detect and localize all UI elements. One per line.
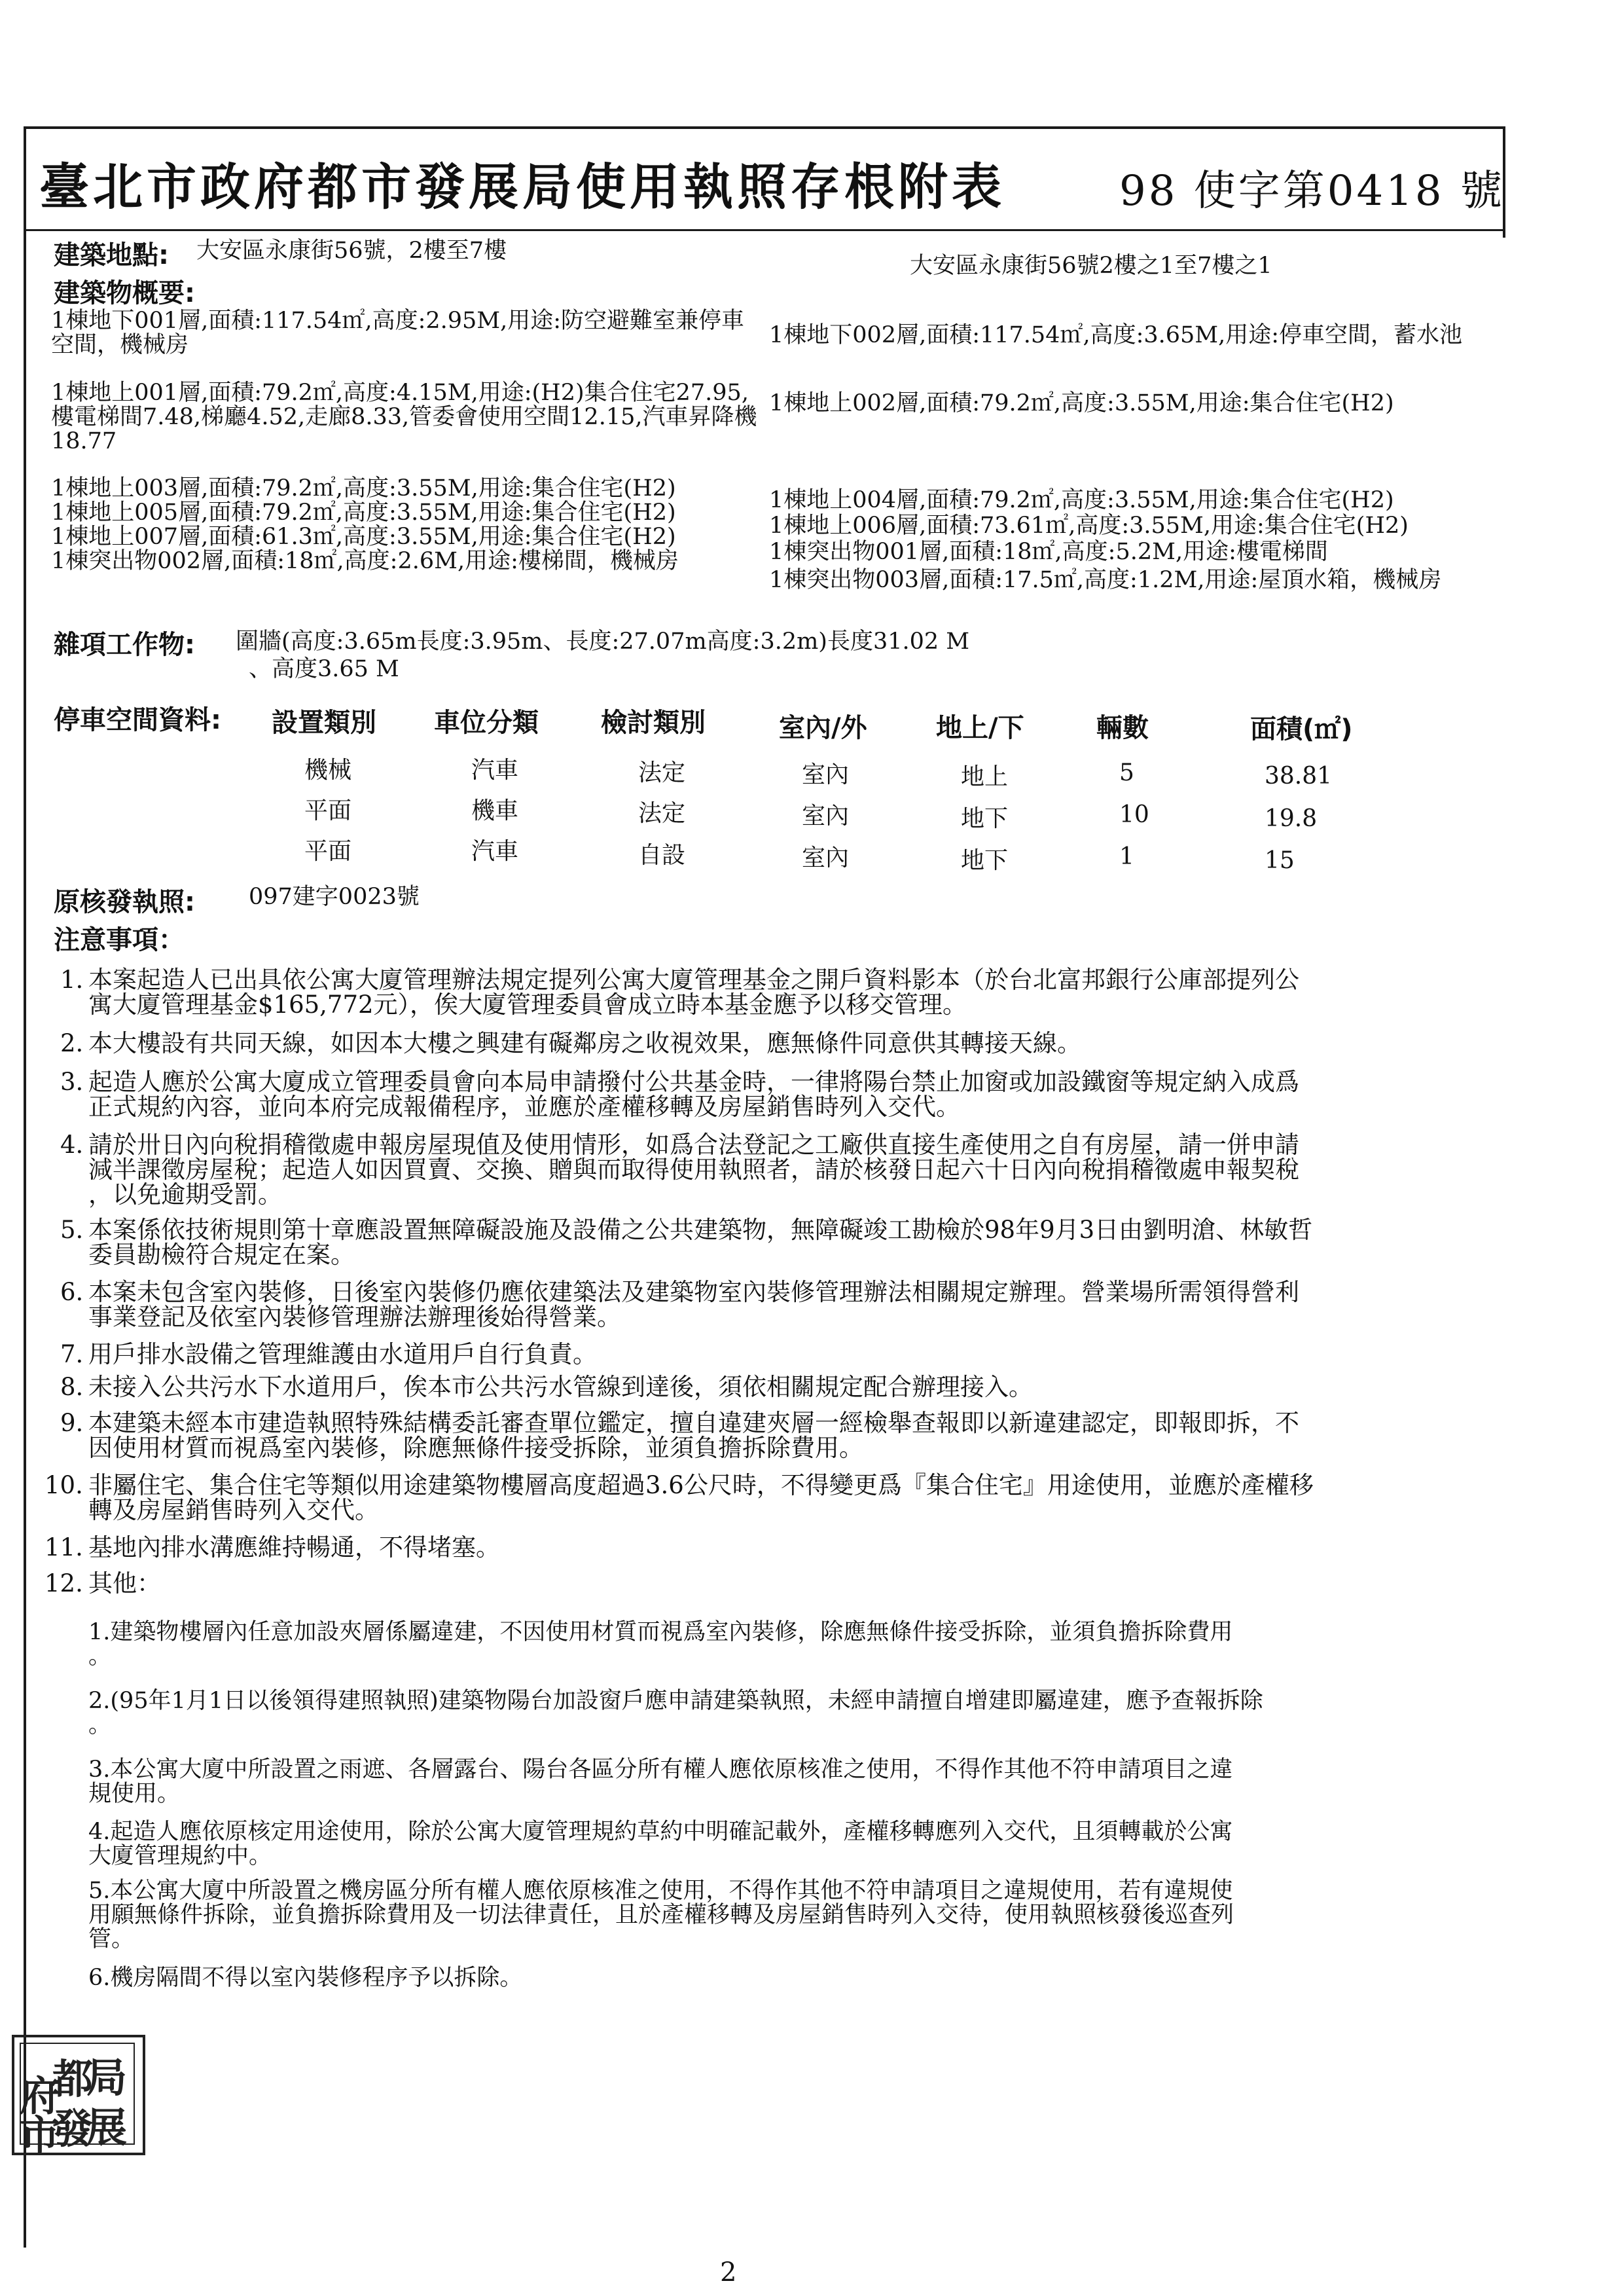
- other-note-line: 規使用。: [88, 1781, 181, 1807]
- document-title: 臺北市政府都市發展局使用執照存根附表: [39, 158, 1005, 216]
- parking-cell: 10: [1119, 801, 1149, 828]
- overview-left-2: 1棟地上001層,面積:79.2㎡,高度:4.15M,用途:(H2)集合住宅27.95,樓電梯間7.48,梯廳4.52,走廊8.33,管委會使用空間12.15,汽車昇降機18.77: [51, 380, 757, 454]
- overview-left-3: 1棟地上003層,面積:79.2㎡,高度:3.55M,用途:集合住宅(H2): [51, 475, 676, 501]
- parking-header-count: 輛數: [1096, 713, 1149, 743]
- parking-cell: 地上: [961, 763, 1009, 790]
- overview-right-3: 1棟地上004層,面積:79.2㎡,高度:3.55M,用途:集合住宅(H2): [769, 487, 1394, 513]
- parking-cell: 法定: [638, 759, 686, 786]
- note-number: 5.: [60, 1216, 84, 1244]
- note-line: 非屬住宅、集合住宅等類似用途建築物樓層高度超過3.6公尺時，不得變更爲『集合住宅』用途使用，並應於產權移: [88, 1471, 1314, 1499]
- parking-cell: 19.8: [1265, 805, 1318, 832]
- site-address-2: 大安區永康街56號2樓之1至7樓之1: [910, 253, 1272, 279]
- parking-header-class: 車位分類: [434, 708, 539, 738]
- seal-char: 展: [86, 2104, 128, 2151]
- note-number: 1.: [60, 966, 84, 994]
- overview-left-6: 1棟突出物002層,面積:18㎡,高度:2.6M,用途:樓梯間，機械房: [51, 548, 679, 574]
- original-license-label: 原核發執照:: [54, 887, 195, 917]
- other-note-line: 2.(95年1月1日以後領得建照執照)建築物陽台加設窗戶應申請建築執照，未經申請擅自增建即屬違建，應予查報拆除: [88, 1688, 1263, 1714]
- site-address-1: 大安區永康街56號，2樓至7樓: [196, 238, 507, 264]
- original-license-value: 097建字0023號: [249, 884, 420, 910]
- note-line: 寓大廈管理基金$165,772元），俟大廈管理委員會成立時本基金應予以移交管理。: [88, 991, 967, 1019]
- seal-char: 府: [20, 2072, 61, 2120]
- note-line: 其他：: [88, 1569, 161, 1597]
- overview-right-5: 1棟突出物001層,面積:18㎡,高度:5.2M,用途:樓電梯間: [769, 539, 1328, 565]
- other-note-line: 3.本公寓大廈中所設置之雨遮、各層露台、陽台各區分所有權人應依原核准之使用，不得作其他不符申請項目之違: [88, 1757, 1233, 1783]
- seal-char: 發: [52, 2105, 94, 2153]
- note-line: 未接入公共污水下水道用戶，俟本市公共污水管線到達後，須依相關規定配合辦理接入。: [88, 1373, 1033, 1401]
- parking-cell: 5: [1119, 759, 1134, 786]
- parking-cell: 室內: [802, 761, 850, 788]
- misc-text-1: 圍牆(高度:3.65m長度:3.95m、長度:27.07m高度:3.2m)長度31.02 M: [236, 629, 970, 655]
- overview-right-6: 1棟突出物003層,面積:17.5㎡,高度:1.2M,用途:屋頂水箱，機械房: [769, 567, 1442, 593]
- parking-cell: 1: [1119, 843, 1134, 870]
- note-line: 本案起造人已出具依公寓大廈管理辦法規定提列公寓大廈管理基金之開戶資料影本（於台北富邦銀行公庫部提列公: [88, 966, 1299, 994]
- parking-cell: 汽車: [471, 757, 519, 784]
- parking-header-type: 設置類別: [272, 708, 376, 738]
- note-number: 3.: [60, 1068, 84, 1096]
- official-seal-stamp: [12, 2035, 145, 2159]
- note-number: 6.: [60, 1278, 84, 1306]
- seal-char: 市: [20, 2111, 61, 2159]
- parking-cell: 地下: [961, 805, 1009, 832]
- note-line: 本大樓設有共同天線，如因本大樓之興建有礙鄰房之收視效果，應無條件同意供其轉接天線。: [88, 1029, 1081, 1057]
- site-label: 建築地點:: [54, 240, 169, 270]
- parking-cell: 室內: [802, 803, 850, 829]
- seal-char: 都: [52, 2055, 94, 2103]
- note-line: 轉及房屋銷售時列入交代。: [88, 1496, 379, 1524]
- overview-left-4: 1棟地上005層,面積:79.2㎡,高度:3.55M,用途:集合住宅(H2): [51, 500, 676, 526]
- note-line: 請於卅日內向稅捐稽徵處申報房屋現值及使用情形，如爲合法登記之工廠供直接生產使用之自有房屋，請一併申請: [88, 1131, 1299, 1159]
- other-note-line: 大廈管理規約中。: [88, 1843, 272, 1869]
- parking-header-level: 地上/下: [936, 713, 1024, 743]
- note-line: 本案係依技術規則第十章應設置無障礙設施及設備之公共建築物，無障礙竣工勘檢於98年9月3日由劉明滄、林敏哲: [88, 1216, 1313, 1244]
- parking-cell: 法定: [638, 800, 686, 827]
- parking-cell: 平面: [304, 838, 352, 865]
- parking-cell: 汽車: [471, 838, 519, 865]
- other-note-line: 。: [88, 1712, 112, 1738]
- other-note-line: 6.機房隔間不得以室內裝修程序予以拆除。: [88, 1965, 523, 1991]
- misc-text-2: 、高度3.65 M: [249, 656, 399, 682]
- overview-label: 建築物概要:: [54, 278, 195, 308]
- note-number: 12.: [45, 1569, 83, 1597]
- other-note-line: 5.本公寓大廈中所設置之機房區分所有權人應依原核准之使用，不得作其他不符申請項目之違規使用，若有違規使: [88, 1878, 1233, 1904]
- parking-cell: 機械: [304, 757, 352, 784]
- note-line: 本建築未經本市建造執照特殊結構委託審查單位鑑定，擅自違建夾層一經檢舉查報即以新違建認定，即報即拆，不: [88, 1409, 1299, 1437]
- note-number: 10.: [45, 1471, 83, 1499]
- frame-top-line: [24, 126, 1504, 129]
- note-line: 用戶排水設備之管理維護由水道用戶自行負責。: [88, 1340, 597, 1368]
- overview-right-1: 1棟地下002層,面積:117.54㎡,高度:3.65M,用途:停車空間，蓄水池: [769, 322, 1463, 348]
- other-note-line: 管。: [88, 1926, 135, 1952]
- parking-header-area: 面積(㎡): [1250, 714, 1353, 744]
- other-note-line: 4.起造人應依原核定用途使用，除於公寓大廈管理規約草約中明確記載外，產權移轉應列入交代，且須轉載於公寓: [88, 1819, 1233, 1845]
- note-number: 4.: [60, 1131, 84, 1159]
- note-line: 因使用材質而視爲室內裝修，除應無條件接受拆除，並須負擔拆除費用。: [88, 1434, 863, 1462]
- page-number: 2: [720, 2257, 737, 2287]
- header-divider: [24, 229, 1504, 231]
- overview-right-2: 1棟地上002層,面積:79.2㎡,高度:3.55M,用途:集合住宅(H2): [769, 390, 1394, 416]
- note-line: 事業登記及依室內裝修管理辦法辦理後始得營業。: [88, 1303, 621, 1331]
- note-number: 2.: [60, 1029, 84, 1057]
- note-number: 11.: [45, 1533, 83, 1561]
- notes-title: 注意事項：: [54, 925, 185, 955]
- overview-right-4: 1棟地上006層,面積:73.61㎡,高度:3.55M,用途:集合住宅(H2): [769, 513, 1409, 539]
- note-number: 8.: [60, 1373, 84, 1401]
- parking-cell: 15: [1265, 847, 1295, 874]
- note-line: 委員勘檢符合規定在案。: [88, 1241, 355, 1269]
- note-line: 基地內排水溝應維持暢通，不得堵塞。: [88, 1533, 500, 1561]
- parking-cell: 自設: [638, 842, 686, 869]
- note-line: 減半課徵房屋稅；起造人如因買賣、交換、贈與而取得使用執照者，請於核發日起六十日內向稅捐稽徵處申報契稅: [88, 1156, 1299, 1184]
- parking-cell: 地下: [961, 847, 1009, 874]
- seal-char: 局: [86, 2054, 128, 2102]
- parking-cell: 平面: [304, 797, 352, 824]
- other-note-line: 用願無條件拆除，並負擔拆除費用及一切法律責任，且於產權移轉及房屋銷售時列入交待，使用執照核發後巡查列: [88, 1902, 1234, 1928]
- permit-number: 98 使字第0418 號: [1119, 167, 1505, 215]
- parking-header-inout: 室內/外: [779, 713, 867, 743]
- parking-label: 停車空間資料:: [54, 705, 221, 735]
- note-line: 起造人應於公寓大廈成立管理委員會向本局申請撥付公共基金時，一律將陽台禁止加窗或加設鐵窗等規定納入成爲: [88, 1068, 1299, 1096]
- misc-label: 雜項工作物:: [54, 630, 195, 660]
- parking-cell: 機車: [471, 797, 519, 824]
- note-line: 正式規約內容，並向本府完成報備程序，並應於產權移轉及房屋銷售時列入交代。: [88, 1093, 960, 1121]
- note-line: ，以免逾期受罰。: [88, 1180, 282, 1209]
- overview-left-5: 1棟地上007層,面積:61.3㎡,高度:3.55M,用途:集合住宅(H2): [51, 524, 676, 550]
- parking-cell: 室內: [802, 845, 850, 871]
- parking-header-review: 檢討類別: [601, 708, 706, 738]
- note-number: 9.: [60, 1409, 84, 1437]
- other-note-line: 。: [88, 1643, 112, 1669]
- overview-left-1: 1棟地下001層,面積:117.54㎡,高度:2.95M,用途:防空避難室兼停車空間，機械房: [51, 308, 745, 358]
- note-number: 7.: [60, 1340, 84, 1368]
- parking-cell: 38.81: [1265, 763, 1333, 790]
- note-line: 本案未包含室內裝修，日後室內裝修仍應依建築法及建築物室內裝修管理辦法相關規定辦理。營業場所需領得營利: [88, 1278, 1299, 1306]
- other-note-line: 1.建築物樓層內任意加設夾層係屬違建，不因使用材質而視爲室內裝修，除應無條件接受拆除，並須負擔拆除費用: [88, 1619, 1233, 1645]
- frame-left-line: [24, 126, 26, 2248]
